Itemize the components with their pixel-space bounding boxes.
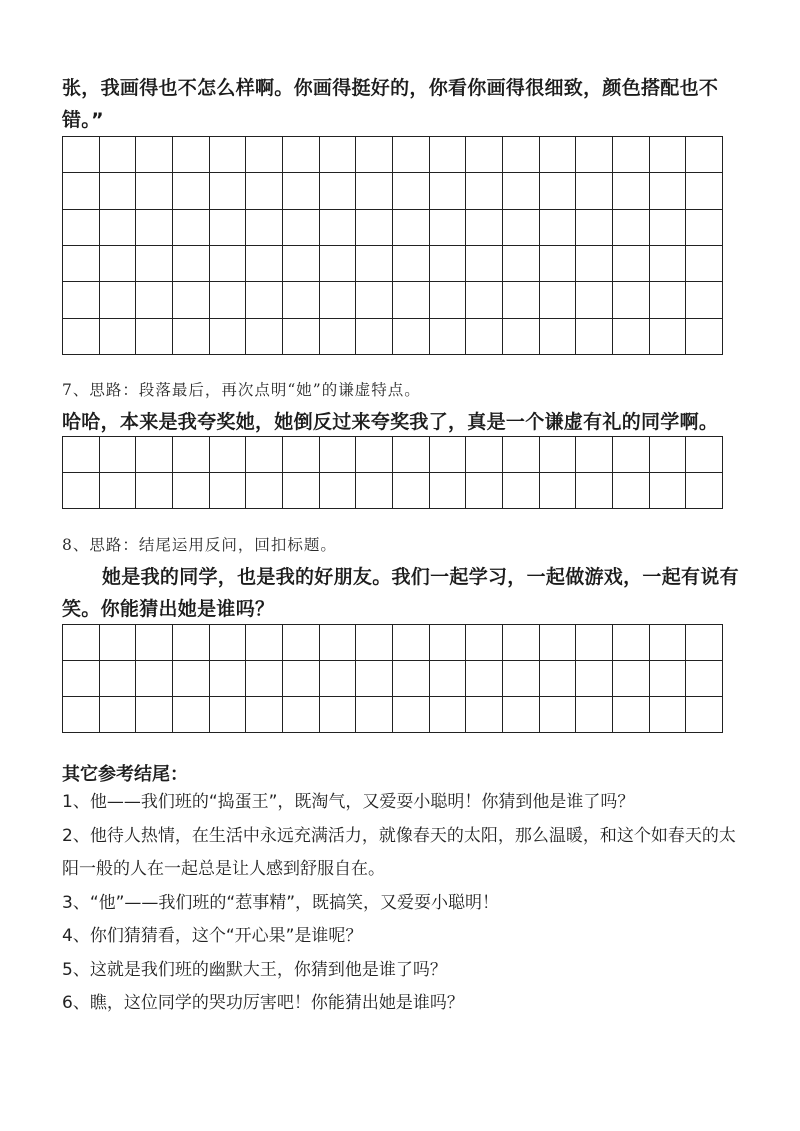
section6-paragraph: 张，我画得也不怎么样啊。你画得挺好的，你看你画得很细致，颜色搭配也不错。” [62, 77, 719, 131]
grid-cell[interactable] [430, 661, 467, 697]
grid-cell[interactable] [283, 473, 320, 509]
writing-grid-1[interactable] [62, 136, 723, 355]
grid-cell[interactable] [210, 697, 247, 733]
grid-cell[interactable] [356, 473, 393, 509]
grid-cell[interactable] [210, 437, 247, 473]
grid-cell[interactable] [613, 697, 650, 733]
grid-cell[interactable] [136, 210, 173, 246]
grid-cell[interactable] [650, 246, 687, 282]
grid-cell[interactable] [173, 210, 210, 246]
grid-cell[interactable] [576, 661, 613, 697]
grid-cell[interactable] [650, 697, 687, 733]
grid-cell[interactable] [63, 319, 100, 355]
grid-cell[interactable] [136, 661, 173, 697]
grid-cell[interactable] [63, 210, 100, 246]
grid-cell[interactable] [613, 173, 650, 209]
section7-hint: 7、思路：段落最后，再次点明“她”的谦虚特点。 [62, 381, 421, 399]
grid-cell[interactable] [466, 137, 503, 173]
grid-cell[interactable] [356, 173, 393, 209]
ending-item: 6、瞧，这位同学的哭功厉害吧！你能猜出她是谁吗？ [62, 993, 464, 1013]
grid-cell[interactable] [246, 437, 283, 473]
grid-cell[interactable] [686, 319, 723, 355]
grid-cell[interactable] [320, 246, 357, 282]
grid-cell[interactable] [540, 437, 577, 473]
grid-cell[interactable] [503, 173, 540, 209]
grid-cell[interactable] [613, 246, 650, 282]
grid-cell[interactable] [320, 173, 357, 209]
grid-cell[interactable] [686, 437, 723, 473]
grid-cell[interactable] [686, 137, 723, 173]
grid-cell[interactable] [393, 210, 430, 246]
grid-cell[interactable] [283, 319, 320, 355]
endings-title: 其它参考结尾： [62, 764, 188, 785]
grid-cell[interactable] [430, 697, 467, 733]
grid-cell[interactable] [136, 437, 173, 473]
endings-list [62, 786, 742, 1021]
grid-cell[interactable] [613, 625, 650, 661]
grid-cell[interactable] [466, 173, 503, 209]
grid-cell[interactable] [210, 282, 247, 318]
grid-cell[interactable] [540, 210, 577, 246]
grid-cell[interactable] [173, 282, 210, 318]
ending-item: 5、这就是我们班的幽默大王，你猜到他是谁了吗？ [62, 959, 447, 980]
grid-cell[interactable] [650, 319, 687, 355]
grid-cell[interactable] [393, 661, 430, 697]
grid-cell[interactable] [686, 246, 723, 282]
grid-cell[interactable] [283, 625, 320, 661]
grid-cell[interactable] [613, 437, 650, 473]
grid-cell[interactable] [503, 625, 540, 661]
grid-cell[interactable] [503, 319, 540, 355]
grid-cell[interactable] [540, 282, 577, 318]
grid-cell[interactable] [540, 319, 577, 355]
ending-item: 1、他——我们班的“捣蛋王”，既淘气，又爱耍小聪明！你猜到他是谁了吗？ [62, 792, 635, 812]
grid-cell[interactable] [283, 661, 320, 697]
grid-cell[interactable] [393, 437, 430, 473]
grid-cell[interactable] [246, 210, 283, 246]
grid-cell[interactable] [613, 282, 650, 318]
section8-paragraph: 她是我的同学，也是我的好朋友。我们一起学习，一起做游戏，一起有说有笑。你能猜出她是谁吗？ [62, 566, 739, 620]
grid-cell[interactable] [540, 246, 577, 282]
grid-cell[interactable] [503, 697, 540, 733]
section7-paragraph: 哈哈，本来是我夸奖她，她倒反过来夸奖我了，真是一个谦虚有礼的同学啊。 [62, 411, 719, 433]
grid-cell[interactable] [283, 282, 320, 318]
grid-cell[interactable] [210, 173, 247, 209]
grid-cell[interactable] [503, 437, 540, 473]
grid-cell[interactable] [356, 137, 393, 173]
grid-cell[interactable] [650, 173, 687, 209]
grid-cell[interactable] [173, 697, 210, 733]
grid-cell[interactable] [503, 210, 540, 246]
grid-cell[interactable] [320, 137, 357, 173]
grid-cell[interactable] [613, 473, 650, 509]
grid-cell[interactable] [393, 625, 430, 661]
writing-grid-2[interactable] [62, 436, 723, 509]
grid-cell[interactable] [430, 246, 467, 282]
grid-cell[interactable] [540, 697, 577, 733]
grid-cell[interactable] [100, 625, 137, 661]
grid-cell[interactable] [356, 282, 393, 318]
grid-cell[interactable] [63, 437, 100, 473]
grid-cell[interactable] [246, 246, 283, 282]
grid-cell[interactable] [650, 210, 687, 246]
grid-cell[interactable] [430, 137, 467, 173]
grid-cell[interactable] [136, 137, 173, 173]
ending-item: 2、他待人热情，在生活中永远充满活力，就像春天的太阳，那么温暖，和这个如春天的太阳一般的人在一起总是让人感到舒服自在。 [62, 825, 736, 879]
grid-cell[interactable] [210, 246, 247, 282]
grid-cell[interactable] [100, 210, 137, 246]
grid-cell[interactable] [210, 661, 247, 697]
grid-cell[interactable] [686, 697, 723, 733]
grid-cell[interactable] [466, 437, 503, 473]
grid-cell[interactable] [650, 437, 687, 473]
grid-cell[interactable] [63, 246, 100, 282]
grid-cell[interactable] [576, 137, 613, 173]
grid-cell[interactable] [650, 473, 687, 509]
grid-cell[interactable] [136, 246, 173, 282]
grid-cell[interactable] [320, 473, 357, 509]
grid-cell[interactable] [136, 473, 173, 509]
grid-cell[interactable] [320, 625, 357, 661]
grid-cell[interactable] [210, 137, 247, 173]
grid-cell[interactable] [576, 173, 613, 209]
grid-cell[interactable] [650, 137, 687, 173]
grid-cell[interactable] [246, 282, 283, 318]
grid-cell[interactable] [393, 137, 430, 173]
grid-cell[interactable] [356, 437, 393, 473]
grid-cell[interactable] [136, 319, 173, 355]
grid-cell[interactable] [686, 282, 723, 318]
grid-cell[interactable] [576, 246, 613, 282]
grid-cell[interactable] [283, 697, 320, 733]
grid-cell[interactable] [686, 473, 723, 509]
grid-cell[interactable] [320, 210, 357, 246]
grid-cell[interactable] [100, 137, 137, 173]
grid-cell[interactable] [63, 173, 100, 209]
grid-cell[interactable] [246, 319, 283, 355]
grid-cell[interactable] [283, 210, 320, 246]
grid-cell[interactable] [466, 282, 503, 318]
grid-cell[interactable] [650, 661, 687, 697]
grid-cell[interactable] [576, 282, 613, 318]
grid-cell[interactable] [503, 282, 540, 318]
grid-cell[interactable] [466, 473, 503, 509]
grid-cell[interactable] [100, 473, 137, 509]
grid-cell[interactable] [63, 697, 100, 733]
grid-cell[interactable] [246, 173, 283, 209]
grid-cell[interactable] [356, 697, 393, 733]
grid-cell[interactable] [136, 173, 173, 209]
grid-cell[interactable] [430, 173, 467, 209]
grid-cell[interactable] [100, 437, 137, 473]
grid-cell[interactable] [63, 282, 100, 318]
grid-cell[interactable] [173, 319, 210, 355]
grid-cell[interactable] [430, 319, 467, 355]
grid-cell[interactable] [356, 661, 393, 697]
grid-cell[interactable] [650, 625, 687, 661]
grid-cell[interactable] [430, 625, 467, 661]
grid-cell[interactable] [393, 473, 430, 509]
grid-cell[interactable] [100, 319, 137, 355]
grid-cell[interactable] [466, 661, 503, 697]
grid-cell[interactable] [466, 319, 503, 355]
grid-cell[interactable] [246, 625, 283, 661]
grid-cell[interactable] [650, 282, 687, 318]
grid-cell[interactable] [283, 246, 320, 282]
grid-cell[interactable] [430, 437, 467, 473]
grid-cell[interactable] [136, 625, 173, 661]
grid-cell[interactable] [613, 319, 650, 355]
ending-item: 3、“他”——我们班的“惹事精”，既搞笑，又爱耍小聪明！ [62, 892, 500, 913]
grid-cell[interactable] [283, 437, 320, 473]
grid-cell[interactable] [576, 319, 613, 355]
grid-cell[interactable] [63, 137, 100, 173]
grid-cell[interactable] [393, 697, 430, 733]
grid-cell[interactable] [173, 437, 210, 473]
grid-cell[interactable] [503, 661, 540, 697]
grid-cell[interactable] [356, 246, 393, 282]
grid-cell[interactable] [320, 437, 357, 473]
grid-cell[interactable] [63, 473, 100, 509]
grid-cell[interactable] [576, 697, 613, 733]
grid-cell[interactable] [540, 173, 577, 209]
grid-cell[interactable] [210, 210, 247, 246]
grid-cell[interactable] [210, 625, 247, 661]
grid-cell[interactable] [136, 282, 173, 318]
grid-cell[interactable] [686, 173, 723, 209]
grid-cell[interactable] [173, 625, 210, 661]
grid-cell[interactable] [320, 282, 357, 318]
grid-cell[interactable] [613, 137, 650, 173]
grid-cell[interactable] [393, 173, 430, 209]
grid-cell[interactable] [613, 210, 650, 246]
grid-cell[interactable] [210, 319, 247, 355]
ending-item: 4、你们猜猜看，这个“开心果”是谁呢？ [62, 926, 363, 946]
grid-cell[interactable] [686, 210, 723, 246]
grid-cell[interactable] [173, 661, 210, 697]
grid-cell[interactable] [430, 473, 467, 509]
grid-cell[interactable] [576, 210, 613, 246]
grid-cell[interactable] [100, 246, 137, 282]
grid-cell[interactable] [173, 173, 210, 209]
grid-cell[interactable] [246, 137, 283, 173]
grid-cell[interactable] [283, 137, 320, 173]
grid-cell[interactable] [356, 210, 393, 246]
grid-cell[interactable] [686, 661, 723, 697]
grid-cell[interactable] [466, 697, 503, 733]
grid-cell[interactable] [100, 282, 137, 318]
grid-cell[interactable] [173, 473, 210, 509]
grid-cell[interactable] [356, 319, 393, 355]
grid-cell[interactable] [173, 137, 210, 173]
grid-cell[interactable] [100, 661, 137, 697]
grid-cell[interactable] [320, 319, 357, 355]
grid-cell[interactable] [173, 246, 210, 282]
grid-cell[interactable] [393, 246, 430, 282]
grid-cell[interactable] [576, 473, 613, 509]
grid-cell[interactable] [430, 210, 467, 246]
grid-cell[interactable] [466, 246, 503, 282]
grid-cell[interactable] [320, 661, 357, 697]
grid-cell[interactable] [613, 661, 650, 697]
grid-cell[interactable] [540, 137, 577, 173]
grid-cell[interactable] [356, 625, 393, 661]
grid-cell[interactable] [320, 697, 357, 733]
grid-cell[interactable] [246, 661, 283, 697]
grid-cell[interactable] [576, 625, 613, 661]
grid-cell[interactable] [100, 697, 137, 733]
grid-cell[interactable] [246, 697, 283, 733]
section8-hint: 8、思路：结尾运用反问，回扣标题。 [62, 536, 337, 554]
grid-cell[interactable] [503, 473, 540, 509]
grid-cell[interactable] [393, 319, 430, 355]
grid-cell[interactable] [63, 661, 100, 697]
grid-cell[interactable] [283, 173, 320, 209]
grid-cell[interactable] [63, 625, 100, 661]
grid-cell[interactable] [210, 473, 247, 509]
grid-cell[interactable] [686, 625, 723, 661]
grid-cell[interactable] [540, 661, 577, 697]
grid-cell[interactable] [540, 473, 577, 509]
writing-grid-3[interactable] [62, 624, 723, 733]
grid-cell[interactable] [246, 473, 283, 509]
grid-cell[interactable] [100, 173, 137, 209]
grid-cell[interactable] [430, 282, 467, 318]
grid-cell[interactable] [466, 625, 503, 661]
grid-cell[interactable] [576, 437, 613, 473]
grid-cell[interactable] [503, 137, 540, 173]
grid-cell[interactable] [540, 625, 577, 661]
grid-cell[interactable] [393, 282, 430, 318]
grid-cell[interactable] [136, 697, 173, 733]
grid-cell[interactable] [466, 210, 503, 246]
grid-cell[interactable] [503, 246, 540, 282]
